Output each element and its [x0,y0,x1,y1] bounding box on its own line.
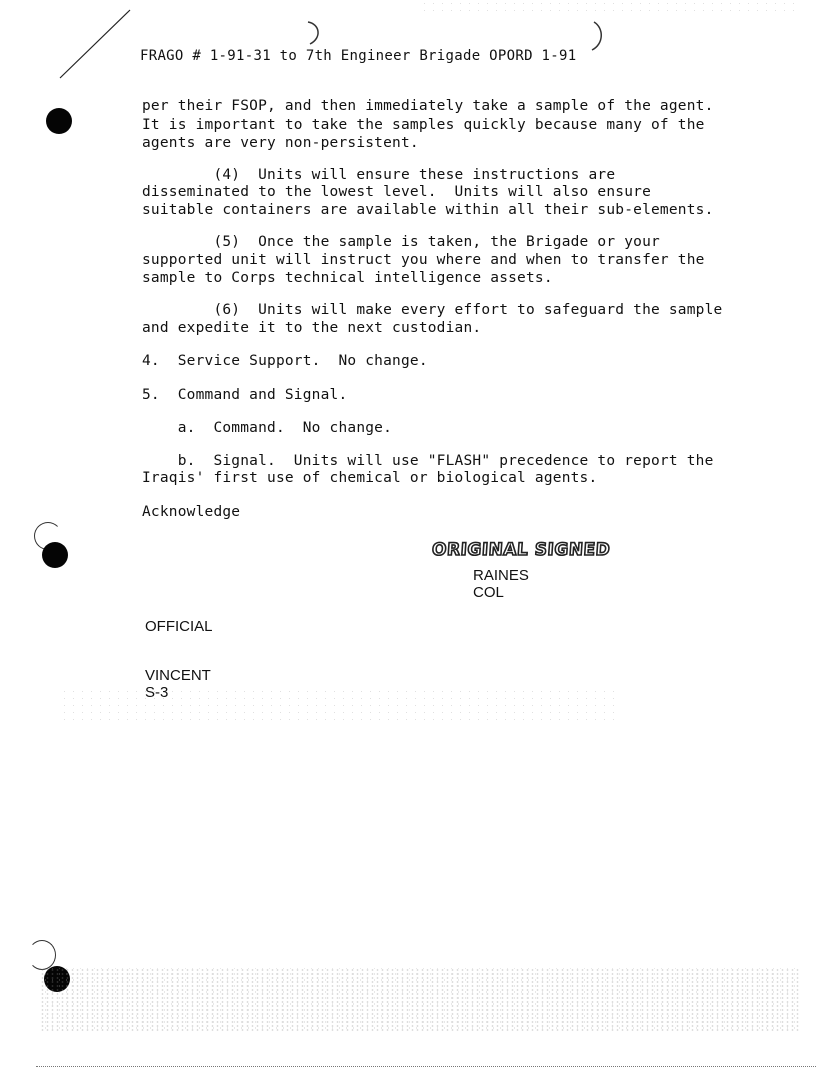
signer-rank: COL [473,584,504,601]
binder-curve-top [296,18,336,48]
binder-arc-bottom [28,940,56,970]
body-line: agents are very non-persistent. [142,135,419,151]
scan-noise-bottom [40,968,800,1032]
subsection-line: a. Command. No change. [142,420,393,436]
original-signed-stamp: ORIGINAL SIGNED [431,540,611,560]
punch-hole-top [46,108,72,134]
scan-noise-middle [60,688,620,724]
scan-diagonal-mark [50,8,140,88]
body-line: supported unit will instruct you where and when to transfer the [142,252,705,268]
document-header: FRAGO # 1-91-31 to 7th Engineer Brigade OPORD 1-91 [140,48,577,64]
punch-hole-middle [42,542,68,568]
body-line: (5) Once the sample is taken, the Brigade or your [142,234,660,250]
body-line: disseminated to the lowest level. Units will also ensure [142,184,651,200]
body-line: sample to Corps technical intelligence assets. [142,270,553,286]
body-line: Iraqis' first use of chemical or biological agents. [142,470,598,486]
official-title: S-3 [145,684,169,701]
subsection-line: b. Signal. Units will use "FLASH" precedence to report the [142,453,714,469]
acknowledge-line: Acknowledge [142,504,241,520]
body-line: (6) Units will make every effort to safeguard the sample [142,302,723,318]
binder-curve-top-right [588,18,618,52]
scan-noise-top [420,0,800,16]
section-heading: 4. Service Support. No change. [142,353,428,369]
section-heading: 5. Command and Signal. [142,387,348,403]
signer-name: RAINES [473,567,529,584]
body-line: (4) Units will ensure these instructions are [142,167,616,183]
body-line: suitable containers are available within all their sub-elements. [142,202,714,218]
body-line: It is important to take the samples quickly because many of the [142,117,705,133]
body-line: and expedite it to the next custodian. [142,320,482,336]
body-line: per their FSOP, and then immediately take a sample of the agent. [142,98,714,114]
official-label: OFFICIAL [145,618,213,635]
official-name: VINCENT [145,667,211,684]
scan-bottom-edge [36,1066,816,1067]
